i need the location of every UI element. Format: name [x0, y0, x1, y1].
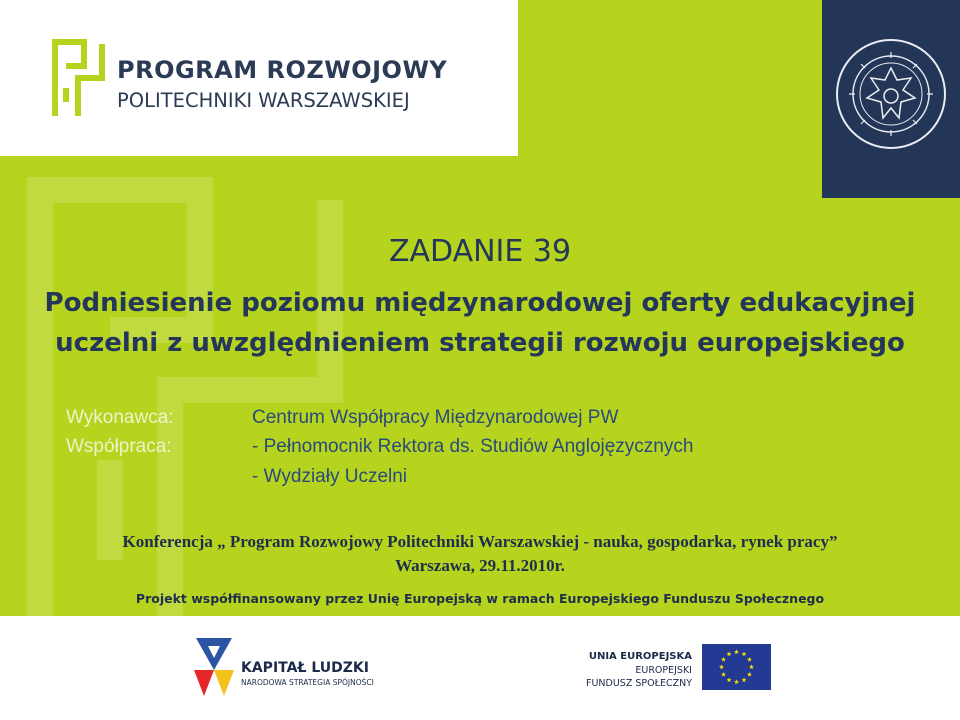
funding-note: Projekt współfinansowany przez Unię Europejską w ramach Europejskiego Funduszu Społecznego — [135, 591, 825, 606]
university-seal-icon — [835, 38, 947, 150]
eu-label-line-1: UNIA EUROPEJSKA — [588, 651, 692, 662]
conference-place-date: Warszawa, 29.11.2010r. — [395, 556, 565, 575]
cooperation-value-1: - Pełnomocnik Rektora ds. Studiów Anglojęzycznych — [252, 436, 694, 457]
contractor-value: Centrum Współpracy Międzynarodowej PW — [252, 407, 619, 428]
conference-name: Konferencja „ Program Rozwojowy Politechniki Warszawskiej - nauka, gospodarka, rynek pracy” — [122, 532, 838, 551]
eu-label-line-2: EUROPEJSKI — [635, 665, 692, 676]
footer-logos — [0, 616, 960, 720]
task-title-line-2: uczelni z uwzględnieniem strategii rozwoju europejskiego — [55, 328, 905, 358]
eu-label-line-3: FUNDUSZ SPOŁECZNY — [586, 678, 692, 689]
contractor-label: Wykonawca: — [66, 407, 174, 428]
task-number-heading: ZADANIE 39 — [388, 234, 572, 269]
cooperation-label: Współpraca: — [66, 436, 172, 457]
eu-flag-icon — [702, 644, 771, 690]
kapital-ludzki-subtitle: NARODOWA STRATEGIA SPÓJNOŚCI — [241, 678, 374, 687]
cooperation-value-2: - Wydziały Uczelni — [252, 466, 408, 487]
kapital-ludzki-title: KAPITAŁ LUDZKI — [241, 660, 369, 676]
program-logo-icon — [52, 36, 106, 118]
kapital-ludzki-logo-icon — [192, 636, 236, 698]
task-title-line-1: Podniesienie poziomu międzynarodowej oferty edukacyjnej — [44, 288, 916, 318]
program-logo-subtitle: POLITECHNIKI WARSZAWSKIEJ — [117, 89, 410, 112]
task-title — [0, 283, 960, 363]
program-logo-title: PROGRAM ROZWOJOWY — [117, 56, 448, 84]
